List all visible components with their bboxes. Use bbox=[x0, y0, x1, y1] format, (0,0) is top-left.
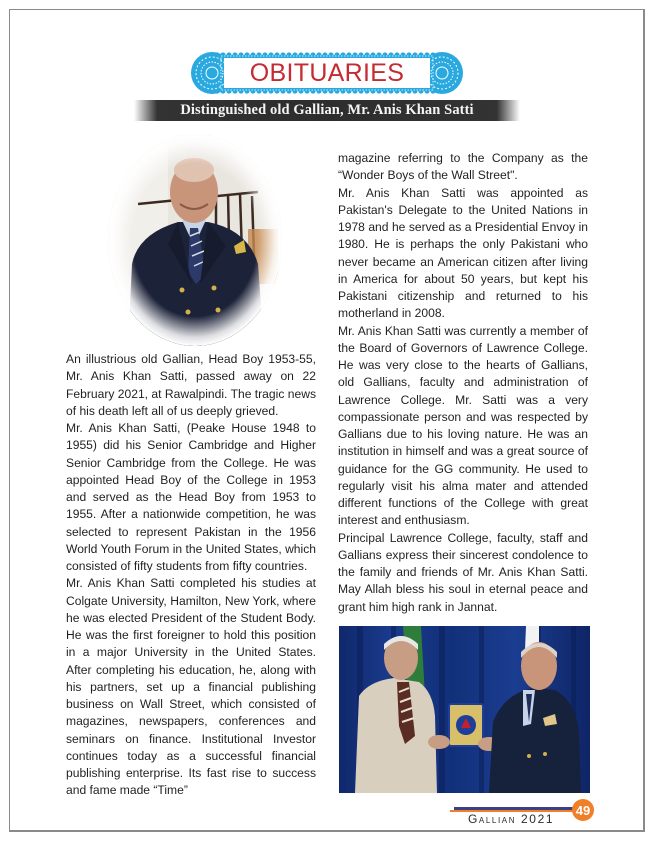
paragraph: magazine referring to the Company as the “Wonder Boys of the Wall Street". bbox=[338, 151, 588, 183]
portrait-photo bbox=[108, 134, 282, 346]
publication-name: Gallian 2021 bbox=[468, 812, 555, 826]
article-subtitle: Distinguished old Gallian, Mr. Anis Khan Satti bbox=[180, 102, 474, 118]
subtitle-bar bbox=[134, 100, 520, 121]
plaque-presentation-icon bbox=[339, 626, 590, 793]
paragraph: Mr. Anis Khan Satti was currently a member of the Board of Governors of Lawrence College. He was very close to the hearts of Gallians, old Gallians, faculty and administration of Lawrence College. Mr. Satti was a very compassionate person and was respected by Gallians due to his loving nature. He was an institution in himself and was a great source of guidance for the GG community. He used to regularly visit his alma mater and attended different functions of the College with great interest and enthusiasm. bbox=[338, 323, 588, 528]
page-footer bbox=[450, 800, 600, 830]
vignette-overlay bbox=[108, 134, 282, 346]
page-title: OBITUARIES bbox=[249, 58, 405, 87]
paragraph: Principal Lawrence College, faculty, staff and Gallians express their sincerest condolence to the family and friends of Mr. Anis Khan Satti. May Allah bless his soul in eternal peace and grant him high rank in Jannat. bbox=[338, 530, 588, 614]
article-left-column bbox=[66, 351, 316, 800]
paragraph: Mr. Anis Khan Satti was appointed as Pakistan's Delegate to the United Nations in 1978 and he served as a Presidential Envoy in 1980. He is perhaps the only Pakistani who never became an American citizen after living in America for about 50 years, but kept his Pakistani citizenship and returned to his motherland in 2008. bbox=[338, 185, 588, 321]
ceremony-photo bbox=[339, 626, 590, 793]
paragraph: Mr. Anis Khan Satti completed his studies at Colgate University, Hamilton, New York, where he was elected President of the Student Body. He was the first foreigner to hold this position in a major University in the United States. After completing his education, he, along with his partners, set up a financial publishing business on Wall Street, which consisted of magazines, newspapers, conferences and seminars on finance. Institutional Investor continues today as a successful financial publishing enterprise. Its fast rise to success and fame made “Time” bbox=[66, 576, 316, 798]
paragraph: An illustrious old Gallian, Head Boy 1953-55, Mr. Anis Khan Satti, passed away on 22 February 2021, at Rawalpindi. The tragic news of his death left all of us deeply grieved. bbox=[66, 352, 316, 418]
paragraph: Mr. Anis Khan Satti, (Peake House 1948 to 1955) did his Senior Cambridge and Higher Senior Cambridge from the College. He was appointed Head Boy of the College in 1953 and served as the Head Boy from 1953 to 1955. After a nationwide competition, he was selected to represent Pakistan in the 1956 World Youth Forum in the United States, which consisted of fifty students from fifty countries. bbox=[66, 421, 316, 573]
title-banner bbox=[190, 52, 464, 94]
article-right-column bbox=[338, 150, 588, 616]
page-number-badge: 49 bbox=[572, 799, 594, 821]
